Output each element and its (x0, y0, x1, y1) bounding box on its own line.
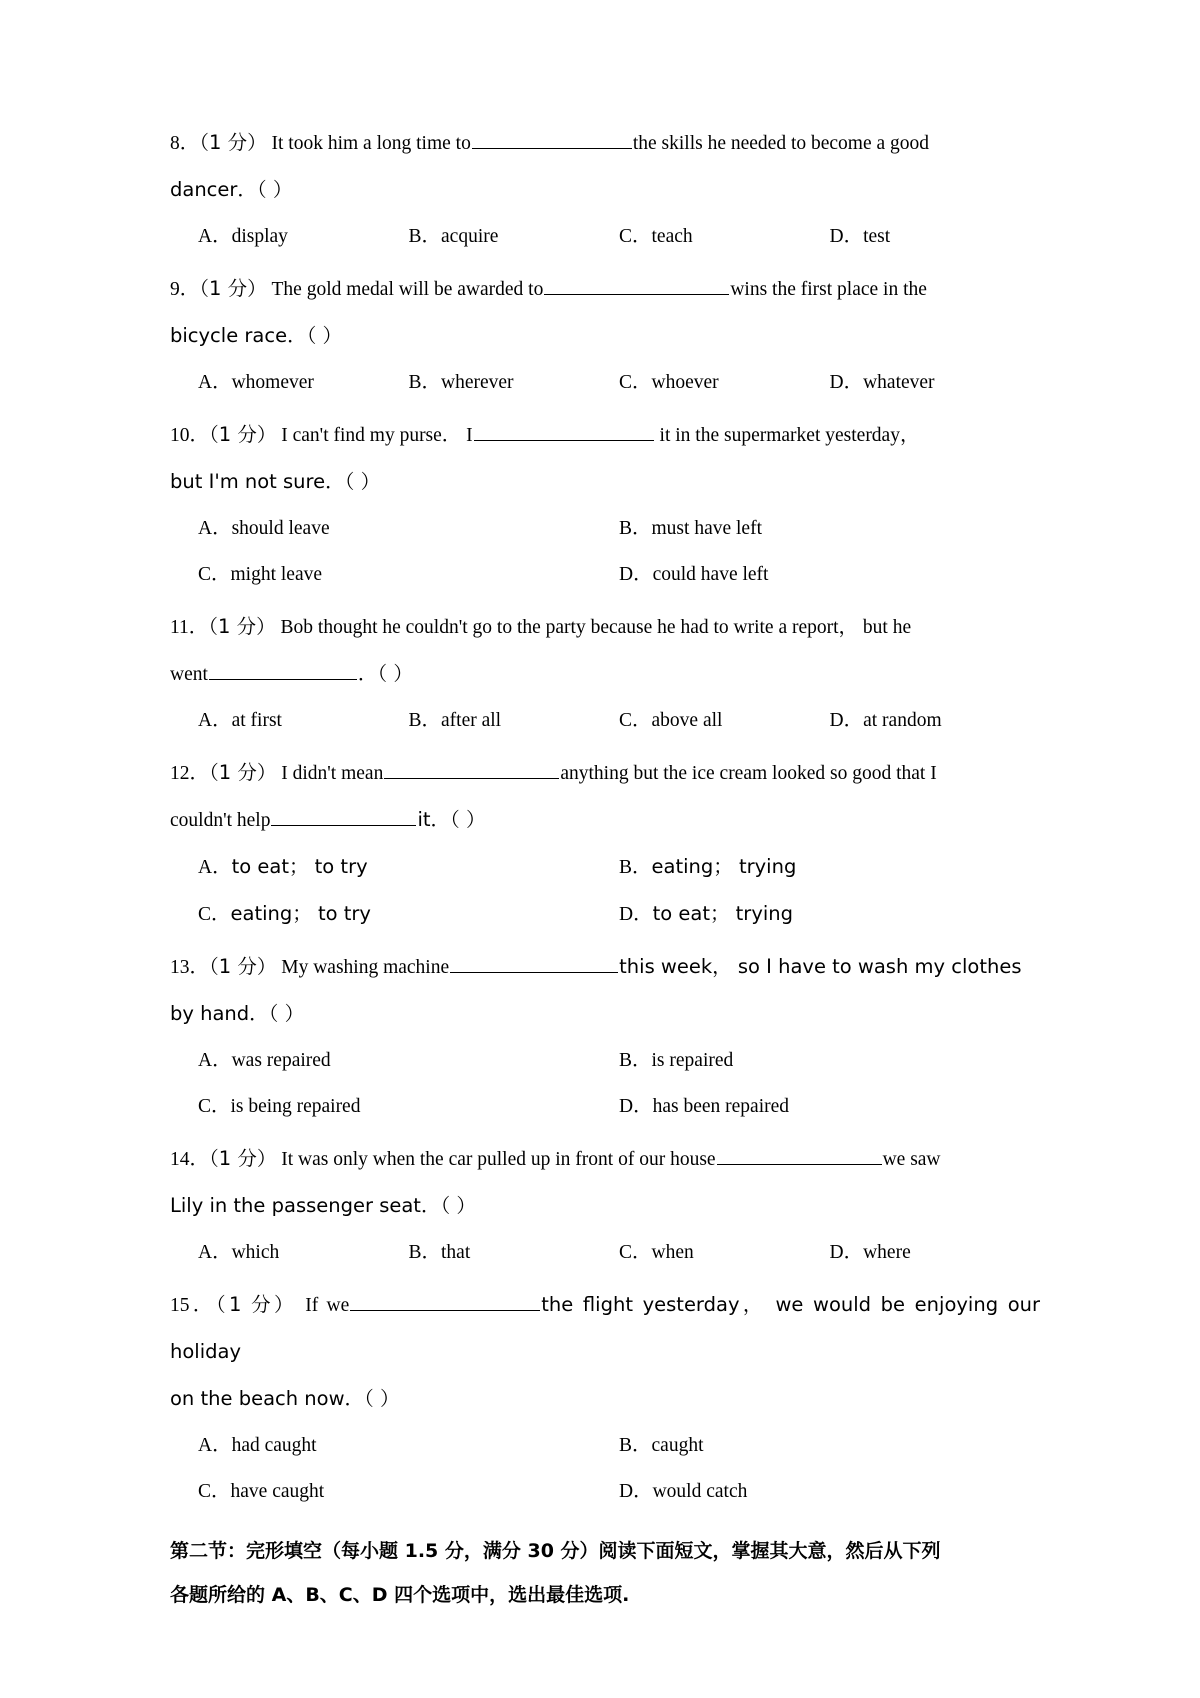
stem-line2-after: it．（ ） (417, 808, 486, 831)
section-note-line2: 各题所给的 A、B、C、D 四个选项中，选出最佳选项. (170, 1584, 630, 1606)
question-11 (170, 604, 1040, 744)
option-b-text: eating； trying (651, 855, 797, 878)
answer-blank[interactable] (474, 423, 654, 441)
question-15 (170, 1282, 1040, 1515)
question-stem: 13．（1 分） My washing machine this week， so I have to wash my clothes by hand．（ ） (170, 955, 1022, 1025)
option-d-text: to eat； trying (652, 902, 794, 925)
options-row-1 (170, 844, 1040, 891)
answer-blank[interactable] (472, 131, 632, 149)
question-number: 15 (170, 1295, 190, 1316)
option-d[interactable] (619, 891, 1040, 938)
question-score: （1 分） (215, 1293, 297, 1316)
option-b-text: that (441, 1242, 471, 1263)
option-a[interactable] (198, 698, 409, 744)
option-b-text: after all (441, 710, 502, 731)
option-a[interactable] (198, 360, 409, 406)
option-b-label: B． (408, 372, 442, 393)
option-c-text: teach (651, 226, 693, 247)
question-number: 12 (170, 763, 190, 784)
option-c[interactable] (619, 360, 830, 406)
option-c-label: C． (198, 1481, 231, 1502)
option-d-label: D． (829, 226, 864, 247)
options-row-1 (170, 1423, 1040, 1469)
stem-line2: couldn't help (170, 810, 271, 831)
options-row-2 (170, 891, 1040, 938)
option-c-label: C． (198, 904, 231, 925)
option-a-label: A． (198, 857, 232, 878)
stem-text-after: the skills he needed to become a good (632, 133, 930, 154)
answer-blank[interactable] (544, 277, 729, 295)
option-c[interactable] (198, 1469, 619, 1515)
option-b[interactable] (619, 506, 1040, 552)
answer-blank[interactable] (384, 761, 559, 779)
question-9 (170, 266, 1040, 406)
option-c-label: C． (619, 372, 652, 393)
option-b-label: B． (619, 1050, 652, 1071)
option-a-label: A． (198, 372, 232, 393)
question-14 (170, 1136, 1040, 1276)
question-score: （1 分） (208, 615, 276, 638)
option-a[interactable] (198, 214, 409, 260)
option-d[interactable] (830, 214, 1041, 260)
option-b-label: B． (408, 710, 442, 731)
section-two-instructions (170, 1529, 1040, 1617)
stem-line2: by hand．（ ） (170, 1002, 305, 1025)
question-score: （1 分） (199, 277, 267, 300)
option-a-text: display (231, 226, 288, 247)
stem-text-after: the flight yesterday， we would be enjoying our holiday (170, 1293, 1041, 1363)
option-b[interactable] (619, 1038, 1040, 1084)
option-d-text: at random (863, 710, 942, 731)
option-d-label: D． (829, 1242, 864, 1263)
answer-blank-2[interactable] (271, 808, 416, 826)
question-score: （1 分） (209, 955, 277, 978)
stem-text-after: we saw (882, 1149, 941, 1170)
question-score: （1 分） (209, 761, 277, 784)
stem-text-after: this week， so I have to wash my clothes (619, 955, 1022, 978)
option-c-text: eating； to try (230, 902, 371, 925)
option-c[interactable] (619, 214, 830, 260)
option-d-text: test (863, 226, 891, 247)
option-d-label: D． (619, 564, 653, 585)
stem-text-before: If we (305, 1295, 350, 1316)
option-a-label: A． (198, 518, 232, 539)
option-b[interactable] (409, 360, 620, 406)
option-b-text: must have left (651, 518, 762, 539)
stem-text-before: I can't find my purse． I (281, 425, 473, 446)
question-stem: 10．（1 分） I can't find my purse． I it in the supermarket yesterday， but I'm not sure．（ ） (170, 423, 920, 493)
options-row (170, 214, 1040, 260)
question-12 (170, 750, 1040, 938)
option-a[interactable] (198, 1038, 619, 1084)
options-row (170, 698, 1040, 744)
option-a-text: which (231, 1242, 280, 1263)
option-d-label: D． (829, 710, 864, 731)
option-c[interactable] (198, 891, 619, 938)
option-a-text: at first (231, 710, 282, 731)
option-d-label: D． (619, 1481, 653, 1502)
option-b-text: wherever (441, 372, 514, 393)
stem-line2: bicycle race．（ ） (170, 324, 343, 347)
question-number: 14 (170, 1149, 190, 1170)
option-d-text: would catch (652, 1481, 748, 1502)
option-b-label: B． (619, 518, 652, 539)
option-c-text: whoever (651, 372, 719, 393)
stem-text-after: anything but the ice cream looked so good that I (560, 763, 937, 784)
option-d-label: D． (829, 372, 864, 393)
stem-text-after: it in the supermarket yesterday， (659, 425, 920, 446)
question-stem: 8．（1 分） It took him a long time to the skills he needed to become a good dancer．（ ） (170, 131, 930, 201)
option-a[interactable] (198, 1230, 409, 1276)
option-b[interactable] (619, 1423, 1040, 1469)
option-c-text: have caught (230, 1481, 325, 1502)
option-b-text: acquire (441, 226, 499, 247)
answer-blank[interactable] (717, 1147, 882, 1165)
option-b-label: B． (619, 1435, 652, 1456)
options-row-2 (170, 552, 1040, 598)
stem-line2: Lily in the passenger seat．（ ） (170, 1194, 476, 1217)
question-number: 11 (170, 617, 189, 638)
option-d-label: D． (619, 904, 653, 925)
stem-text-before: The gold medal will be awarded to (271, 279, 544, 300)
option-d-text: has been repaired (652, 1096, 790, 1117)
stem-line2: dancer．（ ） (170, 178, 293, 201)
options-row-2 (170, 1084, 1040, 1130)
option-a-text: to eat； to try (231, 855, 368, 878)
answer-blank[interactable] (450, 955, 618, 973)
option-d[interactable] (619, 1469, 1040, 1515)
stem-line2: on the beach now．（ ） (170, 1387, 400, 1410)
question-13 (170, 944, 1040, 1130)
stem-line2-after: ．（ ） (357, 662, 413, 685)
option-c-text: when (651, 1242, 694, 1263)
option-d[interactable] (619, 552, 1040, 598)
question-number: 10 (170, 425, 190, 446)
option-a-label: A． (198, 710, 232, 731)
option-b-label: B． (408, 226, 442, 247)
question-stem: 11．（1 分） Bob thought he couldn't go to the party because he had to write a report， but he went ．（ ） (170, 615, 912, 685)
answer-blank[interactable] (350, 1293, 540, 1311)
option-a-label: A． (198, 1435, 232, 1456)
options-row-1 (170, 506, 1040, 552)
stem-text-before: It took him a long time to (271, 133, 471, 154)
option-b-label: B． (408, 1242, 442, 1263)
option-c[interactable] (198, 552, 619, 598)
question-stem: 14．（1 分） It was only when the car pulled up in front of our house we saw Lily in the passenger seat．（ ） (170, 1147, 941, 1217)
option-d-label: D． (619, 1096, 653, 1117)
stem-line2: went (170, 664, 208, 685)
option-a-text: should leave (231, 518, 330, 539)
option-c-text: is being repaired (230, 1096, 361, 1117)
options-row-1 (170, 1038, 1040, 1084)
option-d[interactable] (830, 698, 1041, 744)
stem-line2: but I'm not sure．（ ） (170, 470, 381, 493)
question-number: 9 (170, 279, 180, 300)
option-c[interactable] (619, 698, 830, 744)
question-stem: 9．（1 分） The gold medal will be awarded to wins the first place in the bicycle race．（ ） (170, 277, 927, 347)
option-c-label: C． (619, 226, 652, 247)
stem-text-after: wins the first place in the (730, 279, 927, 300)
question-number: 8 (170, 133, 180, 154)
option-a-text: whomever (231, 372, 314, 393)
option-d[interactable] (830, 360, 1041, 406)
question-score: （1 分） (209, 1147, 277, 1170)
option-b[interactable] (409, 698, 620, 744)
option-a-text: was repaired (231, 1050, 331, 1071)
options-row-2 (170, 1469, 1040, 1515)
question-10 (170, 412, 1040, 598)
option-c-text: above all (651, 710, 723, 731)
options-row (170, 360, 1040, 406)
option-d[interactable] (619, 1084, 1040, 1130)
stem-text-before: My washing machine (281, 957, 450, 978)
question-8 (170, 120, 1040, 260)
question-stem: 15．（1 分） If we the flight yesterday， we would be enjoying our holiday on the beach now．（ ） (170, 1293, 1041, 1410)
section-note-line1: 第二节：完形填空（每小题 1.5 分，满分 30 分）阅读下面短文，掌握其大意，然后从下列 (170, 1540, 941, 1562)
question-score: （1 分） (209, 423, 277, 446)
stem-text-before: It was only when the car pulled up in front of our house (281, 1149, 716, 1170)
stem-text-before: Bob thought he couldn't go to the party because he had to write a report， but he (280, 617, 912, 638)
option-a[interactable] (198, 1423, 619, 1469)
option-b[interactable] (409, 214, 620, 260)
option-d-text: could have left (652, 564, 769, 585)
option-b-label: B． (619, 857, 652, 878)
stem-text-before: I didn't mean (281, 763, 384, 784)
option-d-text: whatever (863, 372, 935, 393)
option-a-label: A． (198, 226, 232, 247)
option-d[interactable] (830, 1230, 1041, 1276)
option-c-label: C． (619, 710, 652, 731)
option-c-label: C． (198, 564, 231, 585)
option-b[interactable] (619, 844, 1040, 891)
option-c-label: C． (198, 1096, 231, 1117)
question-score: （1 分） (199, 131, 267, 154)
option-d-text: where (863, 1242, 911, 1263)
option-c[interactable] (619, 1230, 830, 1276)
option-b-text: is repaired (651, 1050, 734, 1071)
option-c-text: might leave (230, 564, 323, 585)
answer-blank[interactable] (209, 662, 357, 680)
question-stem: 12．（1 分） I didn't mean anything but the ice cream looked so good that I couldn't help it．（ ） (170, 761, 937, 831)
question-number: 13 (170, 957, 190, 978)
option-a-text: had caught (231, 1435, 317, 1456)
option-b-text: caught (651, 1435, 704, 1456)
option-a-label: A． (198, 1050, 232, 1071)
option-c[interactable] (198, 1084, 619, 1130)
options-row (170, 1230, 1040, 1276)
option-c-label: C． (619, 1242, 652, 1263)
option-a[interactable] (198, 844, 619, 891)
option-b[interactable] (409, 1230, 620, 1276)
option-a-label: A． (198, 1242, 232, 1263)
option-a[interactable] (198, 506, 619, 552)
